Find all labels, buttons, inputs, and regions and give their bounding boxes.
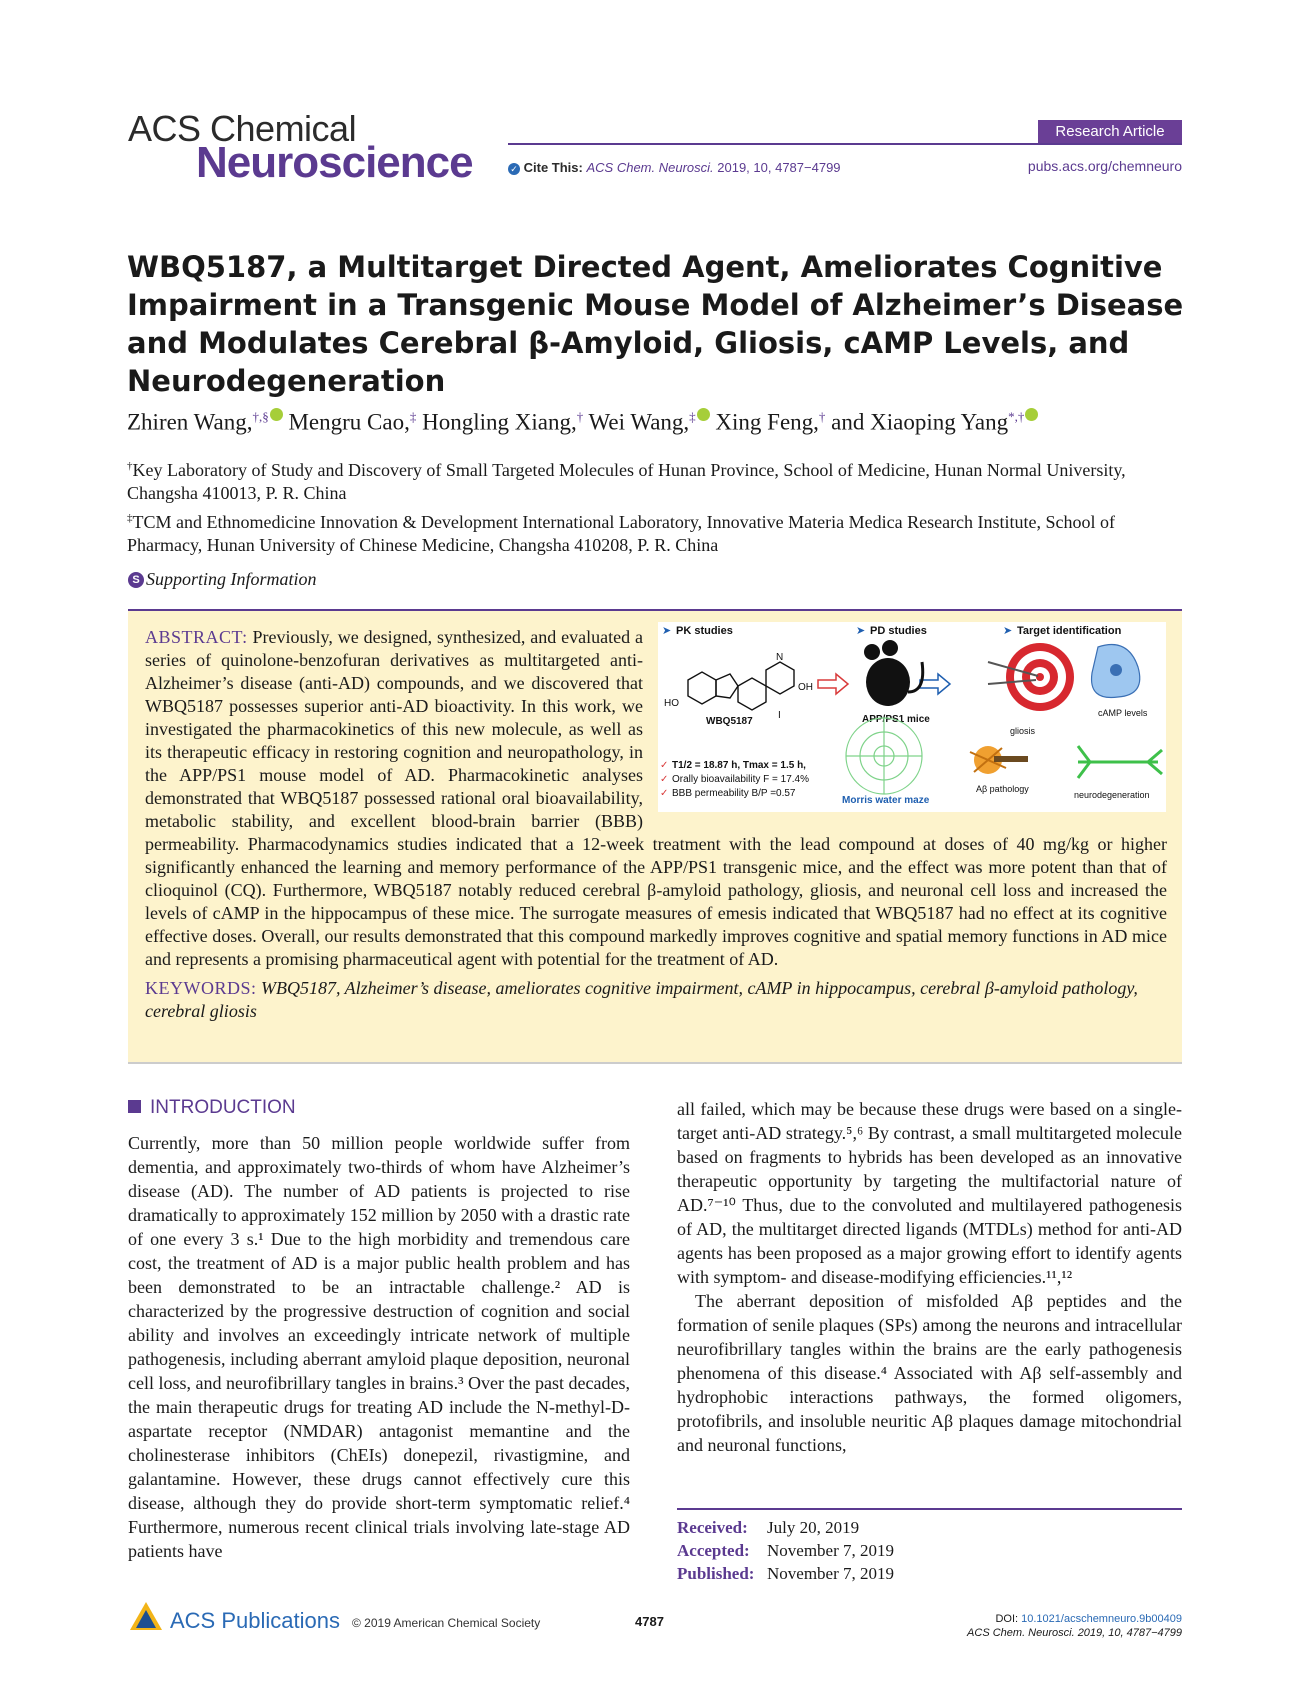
author-sup: ‡ xyxy=(409,409,417,424)
date-row xyxy=(677,1539,894,1562)
doi-link[interactable]: 10.1021/acschemneuro.9b00409 xyxy=(1021,1613,1182,1625)
section-heading: INTRODUCTION xyxy=(150,1097,296,1118)
journal-brand-line2: Neuroscience xyxy=(196,138,473,187)
abstract-text xyxy=(145,626,1167,1023)
date-label: Received: xyxy=(677,1518,748,1537)
article-title: WBQ5187, a Multitarget Directed Agent, Ameliorates Cognitive Impairment in a Transgenic Mouse Model of Alzheimer’s Disease and Modulates Cerebral β-Amyloid, Gliosis, cAMP Levels, and Neurodegeneration xyxy=(127,250,1184,398)
acs-logo-svg xyxy=(128,1600,164,1636)
dates-rule xyxy=(677,1508,1182,1510)
date-label: Published: xyxy=(677,1564,755,1583)
section-marker xyxy=(128,1100,141,1113)
gliosis-label: gliosis xyxy=(1010,726,1036,736)
date-value: July 20, 2019 xyxy=(767,1518,860,1537)
author[interactable]: Zhiren Wang, xyxy=(127,409,253,435)
molecule-n: N xyxy=(776,652,784,663)
orcid-icon[interactable] xyxy=(270,408,283,421)
supporting-info-link[interactable]: Supporting Information xyxy=(146,569,317,589)
check-icon: ✓ xyxy=(508,163,520,175)
molecule-oh-right: OH xyxy=(798,682,813,693)
citation-line[interactable] xyxy=(508,160,841,175)
molecule-oh-left: HO xyxy=(664,698,679,709)
cite-volume: 2019, 10, 4787−4799 xyxy=(717,160,841,175)
camp-label: cAMP levels xyxy=(1098,708,1148,718)
author-sup: ‡ xyxy=(689,409,696,424)
date-value: November 7, 2019 xyxy=(767,1541,895,1560)
abstract-body: Previously, we designed, synthesized, and evaluated a series of quinolone-benzofuran derivatives as multitargeted anti-Alzheimer’s disease (anti-AD) compounds, and we discovered that WBQ5187 possesses superior anti-AD bioactivity. In this work, we investigated the pharmacokinetics of this new molecule, as well as its therapeutic efficacy in restoring cognition and neuropathology, in the APP/PS1 mouse model of AD. Pharmacokinetic analyses demonstrated that WBQ5187 possessed rational oral bioavailability, metabolic stability, and excellent blood-brain barrier (BBB) permeability. Pharmacodynamics studies indicated that a 12-week treatment with the lead compound at doses of 40 mg/kg or higher significantly enhanced the learning and memory performance of the APP/PS1 transgenic mice, and the effect was more potent than that of clioquinol (CQ). Furthermore, WBQ5187 notably reduced cerebral β-amyloid pathology, gliosis, and neuronal cell loss and increased the levels of cAMP in the hippocampus of these mice. The surrogate measures of emesis indicated that WBQ5187 had no effect at its cognitive effective doses. Overall, our results demonstrated that this compound markedly improves cognitive and spatial memory functions in AD mice and represents a promising pharmaceutical agent with potential for the treatment of AD. xyxy=(145,627,1167,969)
abstract-label: ABSTRACT: xyxy=(145,627,248,647)
publisher-name[interactable]: ACS Publications xyxy=(170,1608,340,1633)
author-list xyxy=(127,408,1038,436)
date-row xyxy=(677,1562,894,1585)
journal-url[interactable]: pubs.acs.org/chemneuro xyxy=(1027,158,1182,174)
intro-right-column xyxy=(677,1097,1182,1457)
abeta-label: Aβ pathology xyxy=(976,784,1029,794)
toc-pd-label: PD studies xyxy=(870,625,927,637)
acs-logo-icon xyxy=(128,1600,164,1636)
author[interactable]: and Xiaoping Yang xyxy=(831,409,1009,435)
affiliation-2 xyxy=(127,507,1187,557)
check-icon: ✓ xyxy=(660,788,669,799)
orcid-icon[interactable] xyxy=(697,408,710,421)
cite-journal: ACS Chem. Neurosci. xyxy=(586,160,714,175)
affiliation-1 xyxy=(127,455,1187,505)
orcid-icon[interactable] xyxy=(1025,408,1038,421)
header-rule xyxy=(508,143,1182,145)
pk-result-1: T1/2 = 18.87 h, Tmax = 1.5 h, xyxy=(672,760,806,771)
intro-left-column: Currently, more than 50 million people worldwide suffer from dementia, and approximately two-thirds of whom have Alzheimer’s disease (AD). The number of AD patients is projected to rise dramatically to approximately 152 million by 2050 with a drastic rate of one every 3 s.¹ Due to the high morbidity and tremendous care cost, the treatment of AD is a major public health problem and has been demonstrated to be an intractable challenge.² AD is characterized by the progressive destruction of cognition and social ability and involves an exceedingly intricate network of multiple pathogenesis, including aberrant amyloid plaque deposition, neuronal cell loss, and neurofibrillary tangles in brains.³ Over the past decades, the main therapeutic drugs for treating AD include the N-methyl-D-aspartate receptor (NMDAR) antagonist memantine and the cholinesterase inhibitors (ChEIs) donepezil, rivastigmine, and galantamine. However, these drugs cannot effectively cure this disease, although they do provide short-term symptomatic relief.⁴ Furthermore, numerous recent clinical trials involving late-stage AD patients have xyxy=(128,1133,630,1561)
journal-brand-line1: ACS Chemical xyxy=(128,108,357,149)
supporting-info-icon[interactable]: S xyxy=(128,572,144,588)
author-sup: *,† xyxy=(1008,409,1025,424)
intro-paragraph: all failed, which may be because these drugs were based on a single-target anti-AD strategy.⁵,⁶ By contrast, a small multitargeted molecule based on fragments to hybrids has been developed as an innovative therapeutic opportunity by targeting the multifactorial nature of AD.⁷⁻¹⁰ Thus, due to the convoluted and multilayered pathogenesis of AD, the multitarget directed ligands (MTDLs) method for anti-AD agents has been proposed as a major growing effort to identify agents with symptom- and disease-modifying efficiencies.¹¹,¹² xyxy=(677,1099,1182,1287)
page-number: 4787 xyxy=(635,1614,664,1629)
pk-result-2: Orally bioavailability F = 17.4% xyxy=(672,774,810,785)
article-dates xyxy=(677,1516,894,1585)
pk-result-3: BBB permeability B/P =0.57 xyxy=(672,788,796,799)
compound-label: WBQ5187 xyxy=(706,716,753,727)
toc-pk-label: PK studies xyxy=(676,625,733,637)
toc-arrow-pd: ➤ xyxy=(856,625,866,637)
check-icon: ✓ xyxy=(660,760,669,771)
keywords xyxy=(145,977,1167,1023)
date-label: Accepted: xyxy=(677,1541,750,1560)
toc-arrow-target: ➤ xyxy=(1003,625,1013,637)
author[interactable]: Hongling Xiang, xyxy=(422,409,577,435)
date-row xyxy=(677,1516,894,1539)
keywords-text: WBQ5187, Alzheimer’s disease, ameliorates cognitive impairment, cAMP in hippocampus, cerebral β-amyloid pathology, cerebral gliosis xyxy=(145,978,1138,1021)
article-type-badge: Research Article xyxy=(1038,120,1182,144)
toc-target-label: Target identification xyxy=(1017,625,1122,637)
check-icon: ✓ xyxy=(660,774,669,785)
affiliation-text: TCM and Ethnomedicine Innovation & Development International Laboratory, Innovative Materia Medica Research Institute, School of Pharmacy, Hunan University of Chinese Medicine, Changsha 410208, P. R. China xyxy=(127,512,1116,555)
affiliation-text: Key Laboratory of Study and Discovery of Small Targeted Molecules of Hunan Province, School of Medicine, Hunan Normal University, Changsha 410013, P. R. China xyxy=(127,460,1126,503)
date-value: November 7, 2019 xyxy=(767,1564,895,1583)
toc-arrow-pk: ➤ xyxy=(662,625,672,637)
author[interactable]: Xing Feng, xyxy=(715,409,819,435)
intro-paragraph: The aberrant deposition of misfolded Aβ peptides and the formation of senile plaques (SPs) among the neurons and intracellular neurofibrillary tangles within the brains are the early pathogenesis phenomena of this disease.⁴ Associated with Aβ self-assembly and hydrophobic interactions pathways, the formed oligomers, protofibrils, and insoluble neuritic Aβ plaques damage mitochondrial and neuronal functions, xyxy=(677,1291,1182,1455)
mouse-label: APP/PS1 mice xyxy=(862,714,930,725)
author-sup: †,§ xyxy=(252,409,269,424)
author[interactable]: Mengru Cao, xyxy=(288,409,410,435)
copyright: © 2019 American Chemical Society xyxy=(352,1616,541,1630)
maze-label: Morris water maze xyxy=(842,795,930,806)
doi-label: DOI: xyxy=(995,1613,1019,1625)
molecule-i: I xyxy=(778,710,781,721)
author[interactable]: Wei Wang, xyxy=(588,409,690,435)
author-sup: † xyxy=(576,409,584,424)
toc-float-spacer xyxy=(643,626,1167,812)
author-sup: † xyxy=(818,409,826,424)
journal-reference: ACS Chem. Neurosci. 2019, 10, 4787−4799 xyxy=(967,1627,1182,1639)
affiliation-mark: † xyxy=(127,460,133,472)
keywords-label: KEYWORDS: xyxy=(145,978,257,998)
cite-label: Cite This: xyxy=(523,160,583,175)
doi-block xyxy=(967,1612,1182,1640)
neuro-label: neurodegeneration xyxy=(1074,790,1150,800)
affiliation-mark: ‡ xyxy=(127,512,133,524)
